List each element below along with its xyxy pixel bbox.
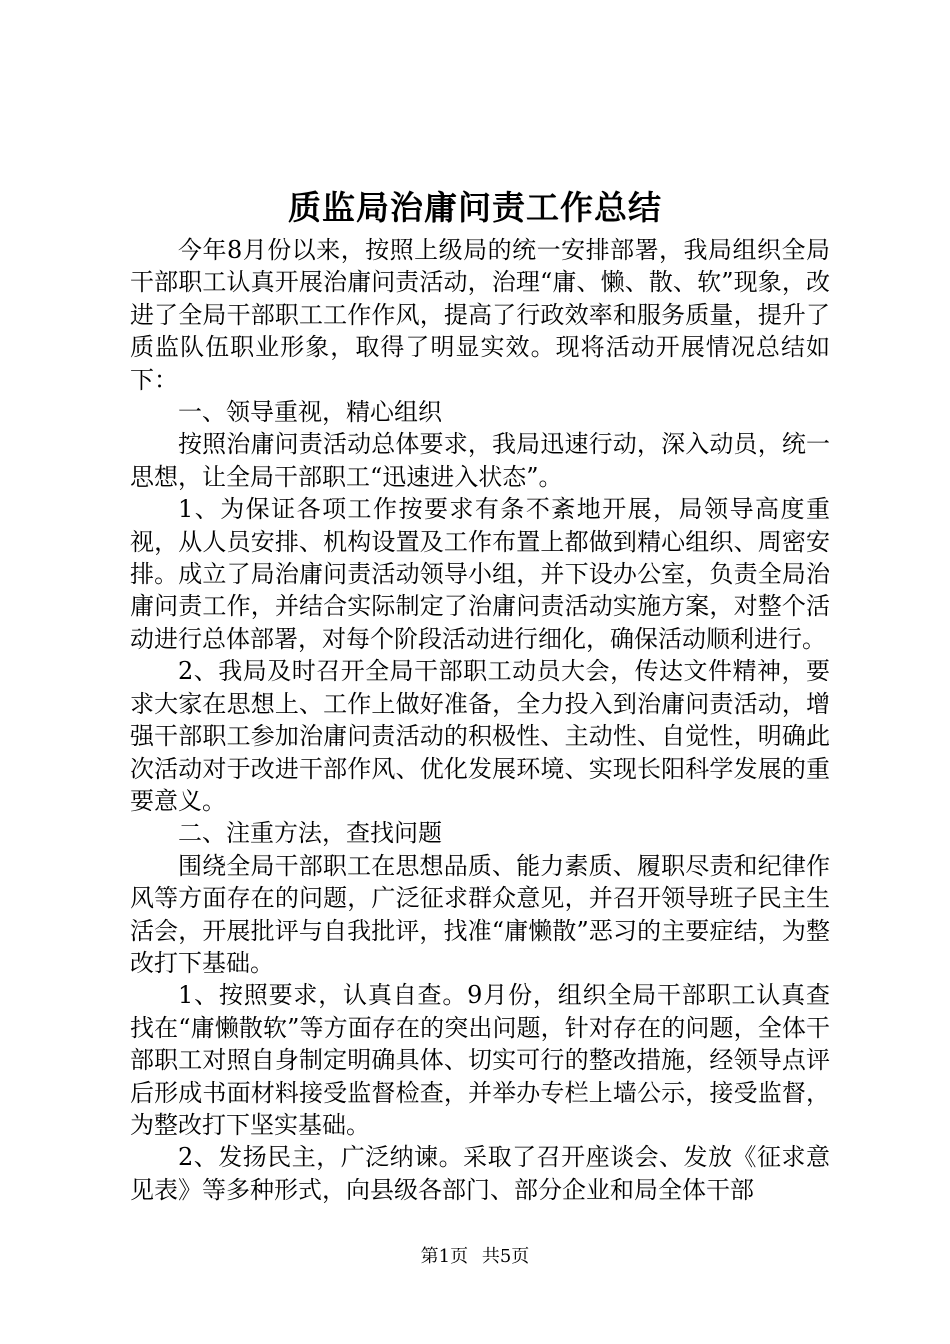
paragraph: 按照治庸问责活动总体要求，我局迅速行动，深入动员，统一思想，让全局干部职工“迅速进入状态”。 [130, 430, 830, 491]
page-total: 共5页 [481, 1246, 530, 1267]
document-body [130, 234, 830, 1206]
page-number: 第1页 [420, 1246, 469, 1267]
section-heading: 一、领导重视，精心组织 [178, 398, 442, 427]
paragraph: 今年8月份以来，按照上级局的统一安排部署，我局组织全局干部职工认真开展治庸问责活动，治理“庸、懒、散、软”现象，改进了全局干部职工工作作风，提高了行政效率和服务质量，提升了质监队伍职业形象，取得了明显实效。现将活动开展情况总结如下： [130, 236, 830, 394]
section-heading: 二、注重方法，查找问题 [178, 819, 442, 848]
document-title: 质监局治庸问责工作总结 [288, 188, 662, 227]
page-footer [0, 1242, 950, 1268]
paragraph: 2、我局及时召开全局干部职工动员大会，传达文件精神，要求大家在思想上、工作上做好准备，全力投入到治庸问责活动，增强干部职工参加治庸问责活动的积极性、主动性、自觉性，明确此次活动对于改进干部作风、优化发展环境、实现长阳科学发展的重要意义。 [130, 657, 830, 815]
paragraph: 2、发扬民主，广泛纳谏。采取了召开座谈会、发放《征求意见表》等多种形式，向县级各部门、部分企业和局全体干部 [130, 1143, 830, 1204]
paragraph: 1、按照要求，认真自查。9月份，组织全局干部职工认真查找在“庸懒散软”等方面存在的突出问题，针对存在的问题，全体干部职工对照自身制定明确具体、切实可行的整改措施，经领导点评后形成书面材料接受监督检查，并举办专栏上墙公示，接受监督，为整改打下坚实基础。 [130, 981, 830, 1139]
paragraph: 围绕全局干部职工在思想品质、能力素质、履职尽责和纪律作风等方面存在的问题，广泛征求群众意见，并召开领导班子民主生活会，开展批评与自我批评，找准“庸懒散”恶习的主要症结，为整改打下基础。 [130, 851, 830, 977]
paragraph: 1、为保证各项工作按要求有条不紊地开展，局领导高度重视，从人员安排、机构设置及工作布置上都做到精心组织、周密安排。成立了局治庸问责活动领导小组，并下设办公室，负责全局治庸问责工作，并结合实际制定了治庸问责活动实施方案，对整个活动进行总体部署，对每个阶段活动进行细化，确保活动顺利进行。 [130, 495, 830, 653]
